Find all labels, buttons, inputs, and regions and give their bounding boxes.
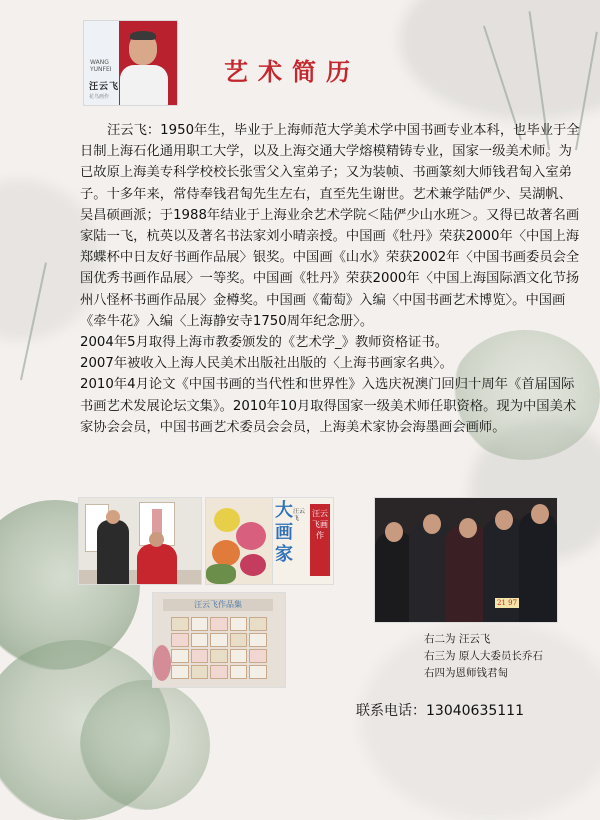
- face: [495, 510, 513, 530]
- yellow-peony: [214, 508, 240, 532]
- portrait-english-name: [90, 59, 120, 73]
- photo-with-teacher: [78, 497, 202, 585]
- stamp: [210, 633, 228, 647]
- orange-peony: [212, 540, 240, 566]
- stamp: [191, 633, 209, 647]
- exhibition-badge: 21 97: [497, 599, 518, 607]
- bio-paragraph-2004: 2004年5月取得上海市教委颁发的《艺术学_》教师资格证书。: [80, 335, 449, 351]
- stamp: [230, 617, 248, 631]
- stamp-grid: [171, 617, 267, 679]
- portrait-caption: 花鸟画作: [89, 94, 110, 100]
- standing-man: [97, 520, 129, 584]
- portrait-chinese-name: 汪云飞: [89, 82, 120, 92]
- pink-peony: [236, 522, 266, 550]
- contact-phone: 联系电话：13040635111: [356, 703, 524, 719]
- bio-paragraph-2010: 2010年4月论文《中国书画的当代性和世界性》入选庆祝澳门回归十周年《首届国际书画艺术发展论坛文集》。2010年10月取得国家一级美术师任职资格。现为中国美术家协会会员，中国书画艺术委员会会员，上海美术家协会海墨画会画师。: [80, 377, 577, 435]
- caption-line: 右二为 汪云飞: [424, 633, 491, 645]
- caption-line: 右四为恩师钱君匋: [424, 666, 508, 679]
- stamp: [249, 617, 267, 631]
- peony-leaves: [206, 564, 236, 584]
- stamp: [210, 649, 228, 663]
- stamp: [171, 649, 189, 663]
- book-big-title: 大画家: [275, 500, 293, 565]
- bio-paragraph-2007: 2007年被收入上海人民美术出版社出版的〈上海书画家名典〉。: [80, 356, 453, 372]
- peony-painting-photo: [205, 497, 274, 585]
- stamp: [230, 633, 248, 647]
- portrait-shirt: [120, 65, 168, 105]
- stamp: [249, 665, 267, 679]
- red-card-text: 汪云飞画作: [312, 509, 328, 540]
- biography-text: [80, 120, 580, 438]
- stamp: [171, 617, 189, 631]
- stamp: [171, 665, 189, 679]
- stamp: [171, 633, 189, 647]
- stamp-side-flower: [153, 645, 171, 681]
- stamp-collection-photo: [152, 592, 286, 688]
- group-photo-captions: [424, 631, 543, 681]
- stamp: [230, 649, 248, 663]
- face: [385, 522, 403, 542]
- stamp: [210, 665, 228, 679]
- face: [459, 518, 477, 538]
- stamp: [249, 649, 267, 663]
- portrait-english-name-line2: YUNFEI: [90, 66, 112, 73]
- stamp: [230, 665, 248, 679]
- ceremony-group-photo: [374, 497, 558, 623]
- stamp: [191, 665, 209, 679]
- book-cover-photo: [272, 497, 334, 585]
- red-peony: [240, 554, 266, 576]
- face: [531, 504, 549, 524]
- stamp: [191, 617, 209, 631]
- stamp: [210, 617, 228, 631]
- caption-line: 右三为 原人大委员长乔石: [424, 649, 543, 662]
- stamp: [249, 633, 267, 647]
- stamp: [191, 649, 209, 663]
- page-title: 艺术简历: [224, 57, 360, 86]
- seated-man: [137, 544, 177, 584]
- face: [423, 514, 441, 534]
- person: [519, 512, 557, 622]
- stamp-album-title: 汪云飞作品集: [163, 599, 273, 611]
- bio-paragraph-main: 汪云飞：1950年生，毕业于上海师范大学美术学中国书画专业本科，也毕业于全日制上海石化通用职工大学，以及上海交通大学熔模精铸专业，国家一级美术师。为已故原上海美专科学校校长张雪父入室弟子；又为装帧、书画篆刻大师钱君匋入室弟子。十多年来，常侍奉钱君匋先生左右，直至先生谢世。艺术兼学陆俨少、吴湖帆、吴昌硕画派；于1988年结业于上海业余艺术学院＜陆俨少山水班＞。又得已故著名画家陆一飞，杭英以及著名书法家刘小晴亲授。中国画《牡丹》荣获2000年〈中国上海郑蝶杯中日友好书画作品展〉银奖。中国画《山水》荣获2002年〈中国书画委员会全国优秀书画作品展〉一等奖。中国画《牡丹》荣获2000年〈中国上海国际酒文化节扬州八怪杯书画作品展〉金樽奖。中国画《葡萄》入编〈中国书画艺术博览〉。中国画《牵牛花》入编〈上海静安寺1750周年纪念册〉。: [80, 123, 580, 329]
- book-author-name: 汪云飞: [293, 508, 306, 522]
- portrait-english-name-line1: WANG: [90, 59, 109, 66]
- portrait-hair: [130, 31, 156, 40]
- author-portrait: [83, 20, 178, 106]
- red-calligraphy-card: [310, 504, 330, 576]
